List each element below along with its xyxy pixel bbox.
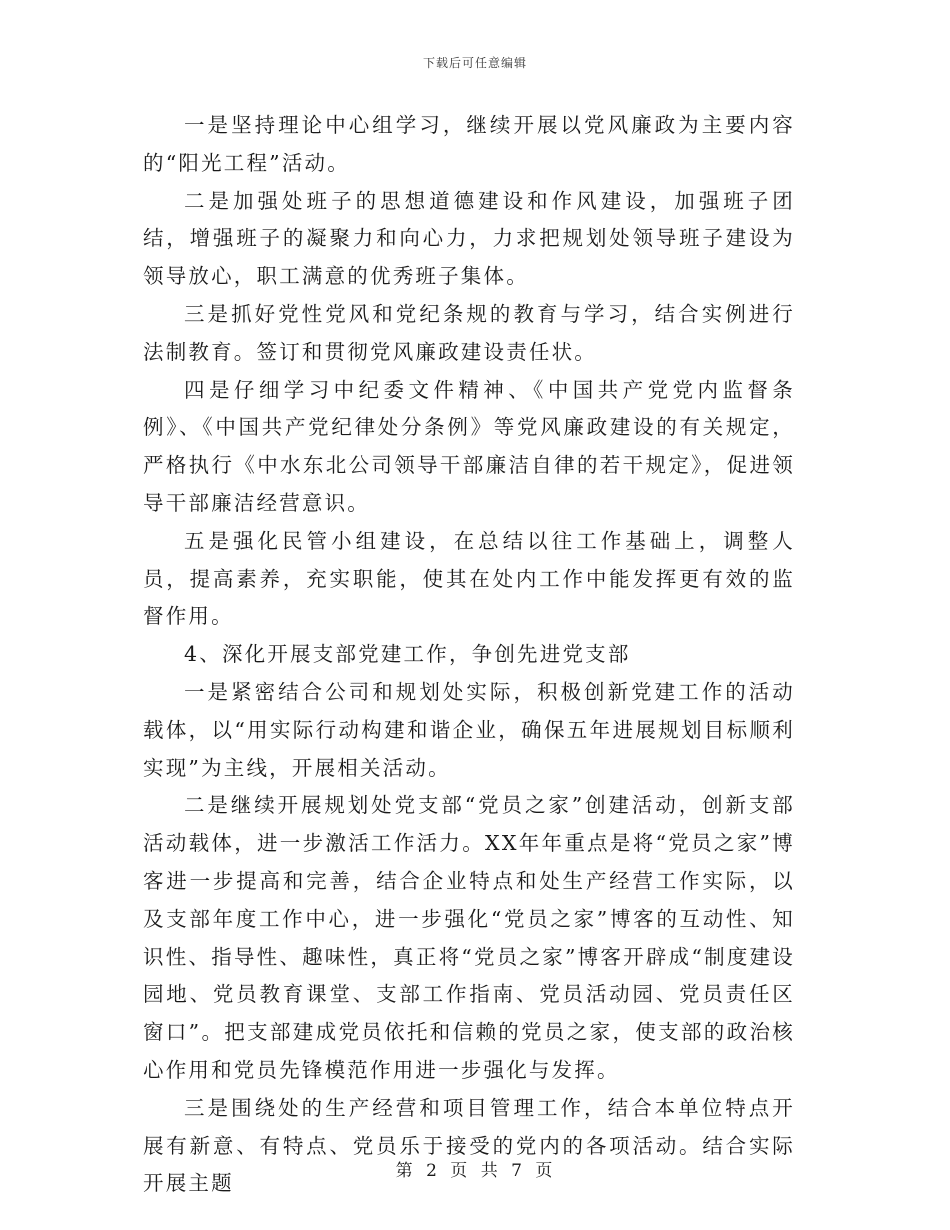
paragraph-7: 二是继续开展规划处党支部“党员之家”创建活动，创新支部活动载体，进一步激活工作活力。XX年年重点是将“党员之家”博客进一步提高和完善，结合企业特点和处生产经营工作实际，以及支部年度工作中心，进一步强化“党员之家”博客的互动性、知识性、指导性、趣味性，真正将“党员之家”博客开辟成“制度建设园地、党员教育课堂、支部工作指南、党员活动园、党员责任区窗口”。把支部建成党员依托和信赖的党员之家，使支部的政治核心作用和党员先锋模范作用进一步强化与发挥。 [143,793,795,1082]
paragraph-4: 四是仔细学习中纪委文件精神、《中国共产党党内监督条例》、《中国共产党纪律处分条例》等党风廉政建设的有关规定，严格执行《中水东北公司领导干部廉洁自律的若干规定》，促进领导干部廉洁经营意识。 [143,377,795,515]
paragraph-8: 三是围绕处的生产经营和项目管理工作，结合本单位特点开展有新意、有特点、党员乐于接受的党内的各项活动。结合实际开展主题 [143,1095,795,1196]
paragraph-2: 二是加强处班子的思想道德建设和作风建设，加强班子团结，增强班子的凝聚力和向心力，力求把规划处领导班子建设为领导放心，职工满意的优秀班子集体。 [143,188,795,289]
paragraph-6: 一是紧密结合公司和规划处实际，积极创新党建工作的活动载体，以“用实际行动构建和谐企业，确保五年进展规划目标顺利实现”为主线，开展相关活动。 [143,679,795,780]
paragraph-1: 一是坚持理论中心组学习，继续开展以党风廉政为主要内容的“阳光工程”活动。 [143,113,795,175]
paragraph-5: 五是强化民管小组建设，在总结以往工作基础上，调整人员，提高素养，充实职能，使其在处内工作中能发挥更有效的监督作用。 [143,528,795,629]
paragraph-3: 三是抓好党性党风和党纪条规的教育与学习，结合实例进行法制教育。签订和贯彻党风廉政建设责任状。 [143,301,795,364]
section-heading: 4、深化开展支部党建工作，争创先进党支部 [184,642,631,667]
document-body [143,107,795,1203]
page-footer: 第 2 页 共 7 页 [395,1161,555,1181]
page-header: 下载后可任意编辑 [422,56,527,70]
